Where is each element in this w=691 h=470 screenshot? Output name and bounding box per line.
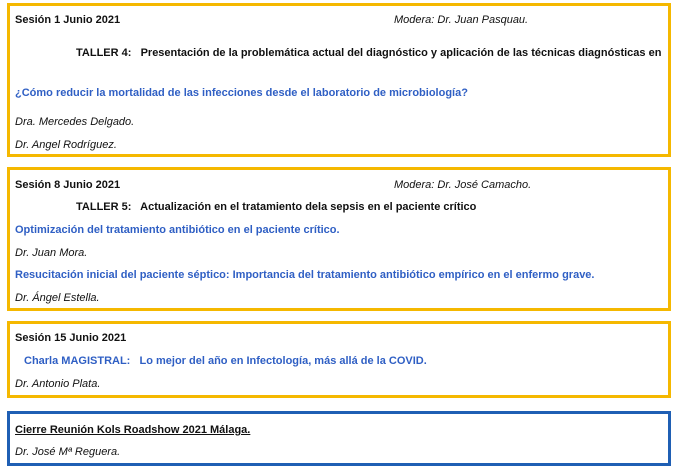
- session-2-talk-1-speaker: Dr. Juan Mora.: [15, 247, 88, 259]
- closing-speaker: Dr. José Mª Reguera.: [15, 446, 121, 458]
- session-2-talk-2-speaker: Dr. Ángel Estella.: [15, 292, 100, 304]
- closing-box: [7, 411, 671, 466]
- session-1-speaker-1: Dra. Mercedes Delgado.: [15, 116, 135, 128]
- closing-title: Cierre Reunión Kols Roadshow 2021 Málaga.: [15, 424, 251, 436]
- session-2-taller: TALLER 5: Actualización en el tratamiento dela sepsis en el paciente crítico: [76, 201, 477, 213]
- session-1-speaker-2: Dr. Angel Rodríguez.: [15, 139, 117, 151]
- session-3-speaker: Dr. Antonio Plata.: [15, 378, 101, 390]
- session-3-date: Sesión 15 Junio 2021: [15, 332, 127, 344]
- session-2-talk-2-title: Resucitación inicial del paciente séptico: Importancia del tratamiento antibiótico empírico en el enfermo grave.: [15, 269, 595, 281]
- session-2-talk-1-title: Optimización del tratamiento antibiótico en el paciente crítico.: [15, 224, 340, 236]
- session-2-date: Sesión 8 Junio 2021: [15, 179, 121, 191]
- session-3-box: [7, 321, 671, 398]
- session-3-charla: Charla MAGISTRAL: Lo mejor del año en Infectología, más allá de la COVID.: [24, 355, 427, 367]
- session-1-taller: TALLER 4: Presentación de la problemática actual del diagnóstico y aplicación de las técnicas diagnósticas en: [76, 47, 662, 59]
- session-1-box: [7, 3, 671, 157]
- session-1-moderator: Modera: Dr. Juan Pasquau.: [394, 14, 529, 26]
- session-2-box: [7, 167, 671, 311]
- session-2-moderator: Modera: Dr. José Camacho.: [394, 179, 532, 191]
- session-1-talk-title: ¿Cómo reducir la mortalidad de las infecciones desde el laboratorio de microbiología?: [15, 87, 468, 99]
- session-1-date: Sesión 1 Junio 2021: [15, 14, 121, 26]
